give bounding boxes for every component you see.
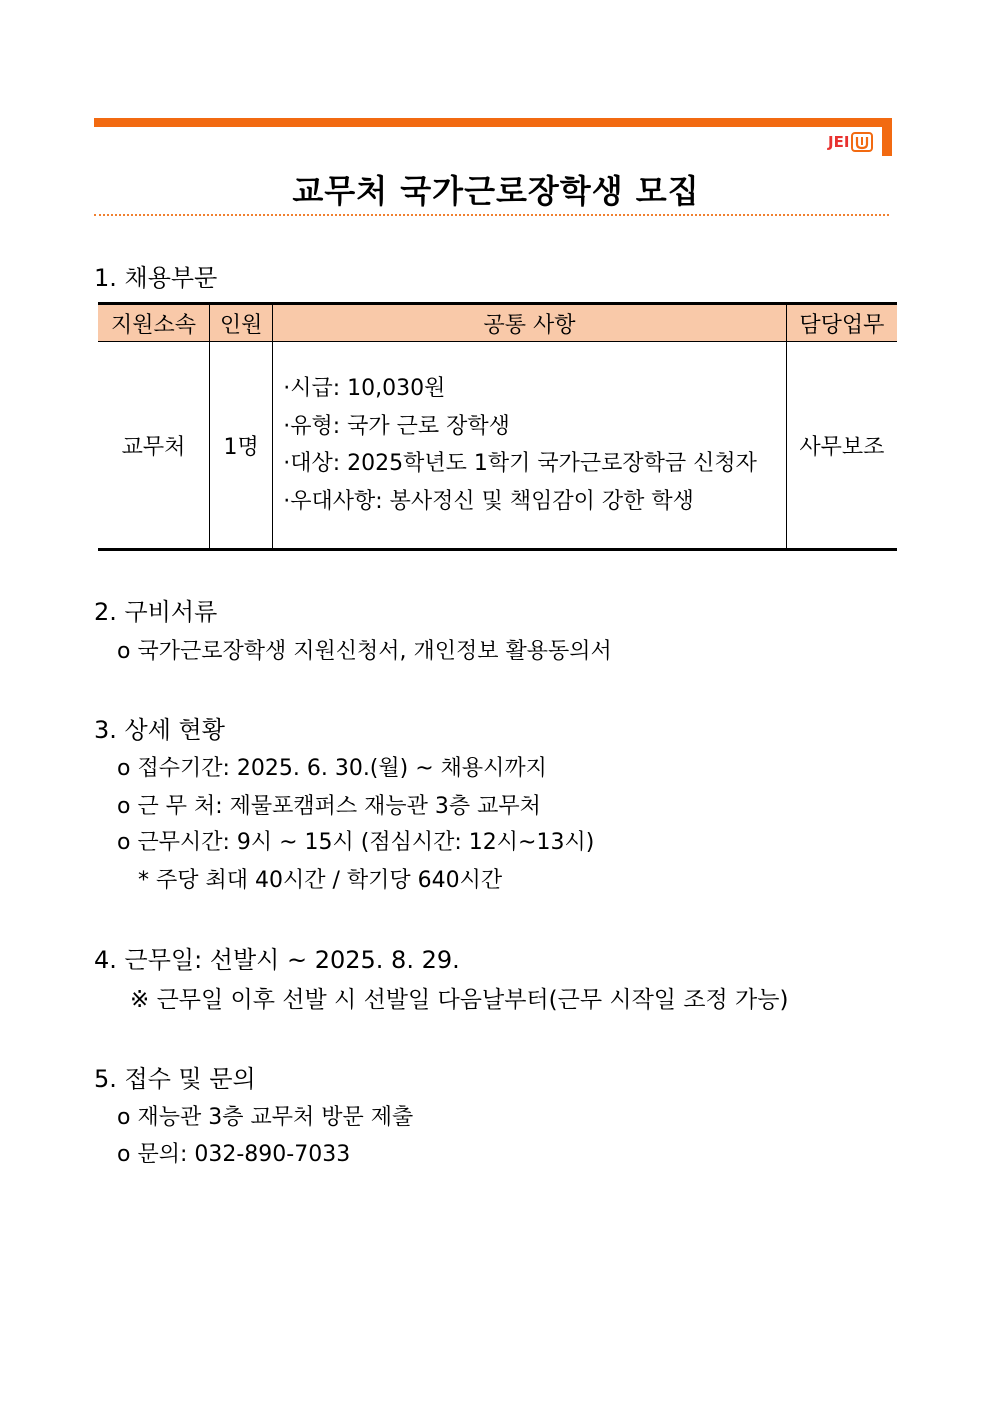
cell-duty: 사무보조: [786, 342, 897, 550]
section1-heading: 1. 채용부문: [94, 264, 218, 292]
header-accent-tail: [882, 118, 892, 156]
cell-common: [273, 342, 787, 550]
header-accent-bar: [94, 118, 892, 127]
section2-heading: 2. 구비서류: [94, 598, 218, 626]
common-line-type: ·유형: 국가 근로 장학생: [283, 413, 510, 439]
section3-heading: 3. 상세 현황: [94, 716, 225, 744]
logo-mark-icon: [851, 132, 873, 152]
list-item: o 국가근로장학생 지원신청서, 개인정보 활용동의서: [117, 639, 612, 664]
work-hours-note: * 주당 최대 40시간 / 학기당 640시간: [138, 868, 503, 893]
col-header-duty: 담당업무: [786, 304, 897, 342]
logo-text: JEI: [828, 133, 850, 151]
table-header-row: [98, 304, 897, 342]
common-line-preference: ·우대사항: 봉사정신 및 책임감이 강한 학생: [283, 488, 694, 514]
col-header-count: 인원: [210, 304, 273, 342]
list-item: o 근무시간: 9시 ~ 15시 (점심시간: 12시~13시): [117, 830, 595, 855]
page-title: 교무처 국가근로장학생 모집: [292, 172, 700, 210]
workday-note: ※ 근무일 이후 선발 시 선발일 다음날부터(근무 시작일 조정 가능): [130, 987, 789, 1013]
cell-dept: 교무처: [98, 342, 210, 550]
title-divider: [94, 214, 889, 216]
table-row: [98, 342, 897, 550]
list-item: o 재능관 3층 교무처 방문 제출: [117, 1105, 414, 1130]
list-item: o 접수기간: 2025. 6. 30.(월) ~ 채용시까지: [117, 756, 547, 781]
jei-logo: [828, 131, 873, 153]
col-header-dept: 지원소속: [98, 304, 210, 342]
section5-heading: 5. 접수 및 문의: [94, 1065, 256, 1093]
section4-heading: 4. 근무일: 선발시 ~ 2025. 8. 29.: [94, 946, 460, 974]
common-line-wage: ·시급: 10,030원: [283, 376, 446, 401]
col-header-common: 공통 사항: [273, 304, 787, 342]
list-item: o 문의: 032-890-7033: [117, 1142, 351, 1167]
recruitment-table: [98, 302, 897, 551]
list-item: o 근 무 처: 제물포캠퍼스 재능관 3층 교무처: [117, 794, 541, 819]
common-line-target: ·대상: 2025학년도 1학기 국가근로장학금 신청자: [283, 451, 757, 476]
cell-count: 1명: [210, 342, 273, 550]
